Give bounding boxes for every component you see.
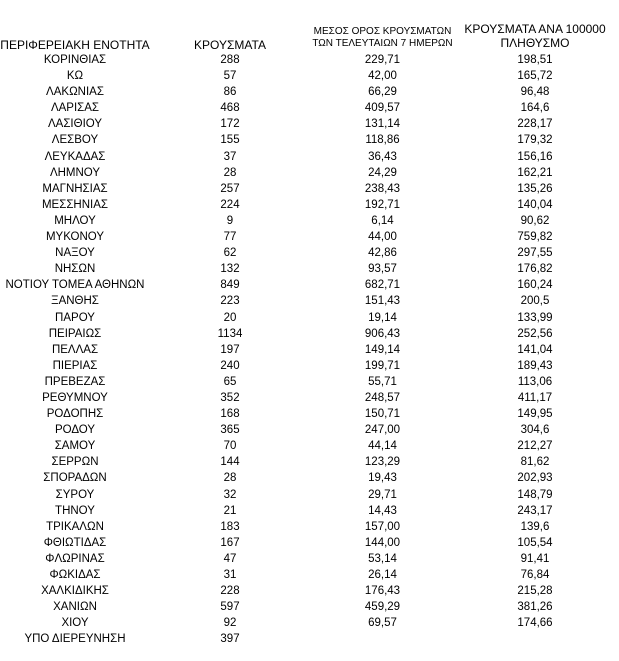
table-row [0, 197, 619, 213]
table-row [0, 261, 619, 277]
data-table [0, 52, 619, 647]
seven-day-average: 29,71 [368, 488, 397, 501]
seven-day-average: 19,14 [368, 311, 397, 324]
region-name: ΛΑΣΙΘΙΟΥ [47, 118, 103, 131]
cases-per-100k: 141,04 [517, 343, 553, 356]
table-row [0, 293, 619, 309]
region-name: ΡΕΘΥΜΝΟΥ [42, 391, 108, 404]
case-count: 1134 [217, 327, 243, 340]
case-count: 849 [220, 279, 240, 292]
cases-per-100k: 162,21 [517, 166, 553, 179]
cases-per-100k: 179,32 [517, 134, 553, 147]
case-count: 397 [220, 633, 240, 646]
header-region: ΠΕΡΙΦΕΡΕΙΑΚΗ ΕΝΟΤΗΤΑ [0, 38, 150, 52]
region-name: ΣΑΜΟΥ [54, 440, 96, 453]
region-name: ΡΟΔΟΠΗΣ [46, 408, 104, 421]
table-row [0, 181, 619, 197]
table-row [0, 245, 619, 261]
cases-per-100k: 198,51 [517, 54, 553, 66]
header-cases-per-100k-line1: ΚΡΟΥΣΜΑΤΑ ΑΝΑ 100000 [464, 22, 606, 36]
case-count: 223 [220, 295, 240, 308]
region-name: ΠΡΕΒΕΖΑΣ [44, 375, 106, 388]
case-count: 228 [220, 585, 240, 598]
cases-per-100k: 139,6 [520, 520, 550, 533]
seven-day-average: 176,43 [364, 585, 401, 598]
region-name: ΛΕΣΒΟΥ [51, 134, 99, 147]
case-count: 77 [223, 231, 237, 244]
case-count: 168 [220, 408, 240, 421]
region-name: ΞΑΝΘΗΣ [51, 295, 99, 308]
cases-per-100k: 81,62 [520, 456, 550, 469]
case-count: 32 [223, 488, 237, 501]
region-name: ΠΕΛΛΑΣ [51, 343, 99, 356]
region-name: ΜΗΛΟΥ [54, 214, 96, 227]
case-count: 155 [220, 134, 240, 147]
seven-day-average: 14,43 [368, 504, 397, 517]
seven-day-average: 144,00 [364, 536, 401, 549]
table-row [0, 535, 619, 551]
seven-day-average: 459,29 [364, 601, 401, 614]
case-count: 28 [223, 472, 237, 485]
table-row [0, 342, 619, 358]
region-name: ΚΩ [66, 70, 84, 83]
cases-per-100k: 200,5 [520, 295, 550, 308]
region-name: ΛΕΥΚΑΔΑΣ [44, 150, 106, 163]
table-row [0, 583, 619, 599]
cases-per-100k: 140,04 [517, 198, 553, 211]
region-name: ΥΠΟ ΔΙΕΡΕΥΝΗΣΗ [24, 633, 126, 646]
cases-per-100k: 90,62 [520, 214, 550, 227]
seven-day-average: 42,00 [368, 70, 397, 83]
seven-day-average: 149,14 [364, 343, 401, 356]
header-7day-average-line1: ΜΕΣΟΣ ΟΡΟΣ ΚΡΟΥΣΜΑΤΩΝ [313, 26, 452, 37]
region-name: ΛΑΡΙΣΑΣ [50, 102, 100, 115]
table-row [0, 116, 619, 132]
table-row [0, 487, 619, 503]
table-row [0, 52, 619, 68]
region-name: ΝΗΣΩΝ [54, 263, 96, 276]
seven-day-average: 229,71 [364, 54, 401, 66]
seven-day-average: 44,00 [368, 231, 397, 244]
cases-per-100k: 91,41 [520, 552, 550, 565]
table-row [0, 470, 619, 486]
region-name: ΣΥΡΟΥ [55, 488, 95, 501]
header-7day-average [300, 26, 465, 50]
table-row [0, 615, 619, 631]
table-row [0, 165, 619, 181]
region-name: ΝΑΞΟΥ [55, 247, 95, 260]
case-count: 65 [223, 375, 237, 388]
region-name: ΦΘΙΩΤΙΔΑΣ [43, 536, 107, 549]
table-row [0, 438, 619, 454]
cases-per-100k: 96,48 [520, 86, 550, 99]
seven-day-average: 36,43 [368, 150, 397, 163]
table-row [0, 631, 619, 647]
case-count: 57 [223, 70, 237, 83]
table-row [0, 310, 619, 326]
cases-per-100k: 176,82 [517, 263, 553, 276]
case-count: 86 [223, 86, 237, 99]
case-count: 28 [223, 166, 237, 179]
case-count: 144 [220, 456, 240, 469]
table-row [0, 406, 619, 422]
region-name: ΝΟΤΙΟΥ ΤΟΜΕΑ ΑΘΗΝΩΝ [5, 279, 145, 292]
cases-per-100k: 215,28 [517, 585, 553, 598]
table-row [0, 374, 619, 390]
table-row [0, 277, 619, 293]
table-row [0, 454, 619, 470]
region-name: ΦΩΚΙΔΑΣ [49, 569, 101, 581]
region-name: ΚΟΡΙΝΘΙΑΣ [43, 54, 107, 66]
table-row [0, 567, 619, 583]
table-row [0, 358, 619, 374]
header-cases-per-100k [460, 22, 610, 50]
case-count: 70 [223, 440, 237, 453]
seven-day-average: 157,00 [364, 520, 401, 533]
table-row [0, 229, 619, 245]
seven-day-average: 55,71 [368, 375, 397, 388]
header-cases-per-100k-line2: ΠΛΗΘΥΣΜΟ [500, 36, 570, 50]
region-name: ΜΑΓΝΗΣΙΑΣ [42, 182, 108, 195]
seven-day-average: 151,43 [364, 295, 401, 308]
cases-per-100k: 297,55 [517, 247, 553, 260]
cases-per-100k: 160,24 [517, 279, 553, 292]
case-count: 597 [220, 601, 240, 614]
cases-per-100k: 202,93 [517, 472, 553, 485]
cases-per-100k: 304,6 [520, 424, 550, 437]
seven-day-average: 26,14 [368, 569, 397, 581]
seven-day-average: 238,43 [364, 182, 401, 195]
seven-day-average: 118,86 [365, 134, 400, 147]
case-count: 468 [220, 102, 240, 115]
case-count: 172 [220, 118, 240, 131]
case-count: 224 [220, 198, 240, 211]
case-count: 167 [220, 536, 240, 549]
region-name: ΜΥΚΟΝΟΥ [45, 231, 105, 244]
table-row [0, 149, 619, 165]
seven-day-average: 409,57 [364, 102, 401, 115]
case-count: 183 [220, 520, 240, 533]
cases-per-100k: 759,82 [517, 231, 553, 244]
case-count: 352 [220, 391, 240, 404]
header-7day-average-line2: ΤΩΝ ΤΕΛΕΥΤΑΙΩΝ 7 ΗΜΕΡΩΝ [312, 38, 453, 49]
cases-per-100k: 149,95 [517, 408, 553, 421]
seven-day-average: 123,29 [364, 456, 401, 469]
cases-per-100k: 381,26 [517, 601, 553, 614]
case-count: 21 [223, 504, 237, 517]
region-name: ΧΑΝΙΩΝ [53, 601, 97, 614]
table-row [0, 68, 619, 84]
case-count: 9 [226, 214, 234, 227]
cases-per-100k: 243,17 [517, 504, 553, 517]
table-row [0, 551, 619, 567]
table-row [0, 390, 619, 406]
cases-per-100k: 135,26 [517, 182, 553, 195]
region-name: ΧΑΛΚΙΔΙΚΗΣ [41, 585, 109, 598]
case-count: 288 [220, 54, 240, 66]
case-count: 240 [220, 359, 240, 372]
cases-per-100k: 189,43 [517, 359, 553, 372]
cases-per-100k: 156,16 [517, 150, 553, 163]
region-name: ΣΠΟΡΑΔΩΝ [43, 472, 107, 485]
seven-day-average: 248,57 [364, 391, 401, 404]
header-cases: ΚΡΟΥΣΜΑΤΑ [194, 38, 266, 52]
region-name: ΣΕΡΡΩΝ [51, 456, 99, 469]
region-name: ΤΗΝΟΥ [55, 504, 95, 517]
region-name: ΠΕΙΡΑΙΩΣ [48, 327, 102, 340]
seven-day-average: 19,43 [368, 472, 397, 485]
cases-per-100k: 148,79 [517, 488, 553, 501]
seven-day-average: 131,14 [364, 118, 401, 131]
case-count: 20 [223, 311, 237, 324]
table-row [0, 213, 619, 229]
case-count: 62 [223, 247, 237, 260]
table-row [0, 599, 619, 615]
cases-per-100k: 76,84 [520, 569, 550, 581]
region-name: ΛΗΜΝΟΥ [49, 166, 101, 179]
cases-per-100k: 113,06 [517, 375, 553, 388]
table-row [0, 519, 619, 535]
cases-per-100k: 165,72 [517, 70, 553, 83]
cases-per-100k: 164,6 [520, 102, 550, 115]
cases-per-100k: 174,66 [517, 617, 553, 630]
table-row [0, 132, 619, 148]
table-row [0, 503, 619, 519]
region-name: ΜΕΣΣΗΝΙΑΣ [41, 198, 109, 211]
seven-day-average: 44,14 [368, 440, 397, 453]
seven-day-average: 199,71 [364, 359, 401, 372]
cases-per-100k: 133,99 [517, 311, 553, 324]
case-count: 197 [220, 343, 240, 356]
seven-day-average: 906,43 [364, 327, 401, 340]
case-count: 47 [223, 552, 237, 565]
cases-per-100k: 411,17 [517, 391, 553, 404]
region-name: ΧΙΟΥ [61, 617, 89, 630]
table-row [0, 84, 619, 100]
case-count: 92 [223, 617, 237, 630]
case-count: 132 [220, 263, 240, 276]
cases-per-100k: 252,56 [517, 327, 553, 340]
region-name: ΛΑΚΩΝΙΑΣ [46, 86, 104, 99]
region-name: ΡΟΔΟΥ [54, 424, 96, 437]
seven-day-average: 192,71 [364, 198, 401, 211]
case-count: 365 [220, 424, 240, 437]
region-name: ΠΑΡΟΥ [55, 311, 95, 324]
seven-day-average: 66,29 [368, 86, 397, 99]
case-count: 37 [223, 150, 237, 163]
seven-day-average: 69,57 [368, 617, 397, 630]
cases-per-100k: 105,54 [517, 536, 553, 549]
seven-day-average: 682,71 [364, 279, 401, 292]
table-row [0, 326, 619, 342]
seven-day-average: 42,86 [368, 247, 397, 260]
case-count: 31 [223, 569, 237, 581]
seven-day-average: 24,29 [368, 166, 397, 179]
region-name: ΠΙΕΡΙΑΣ [52, 359, 98, 372]
region-name: ΤΡΙΚΑΛΩΝ [46, 520, 104, 533]
seven-day-average: 247,00 [364, 424, 401, 437]
seven-day-average: 6,14 [371, 214, 394, 227]
cases-per-100k: 212,27 [517, 440, 553, 453]
table-row [0, 422, 619, 438]
region-name: ΦΛΩΡΙΝΑΣ [45, 552, 105, 565]
seven-day-average: 93,57 [368, 263, 397, 276]
case-count: 257 [220, 182, 240, 195]
cases-per-100k: 228,17 [517, 118, 553, 131]
seven-day-average: 150,71 [364, 408, 401, 421]
seven-day-average: 53,14 [368, 552, 397, 565]
table-row [0, 100, 619, 116]
